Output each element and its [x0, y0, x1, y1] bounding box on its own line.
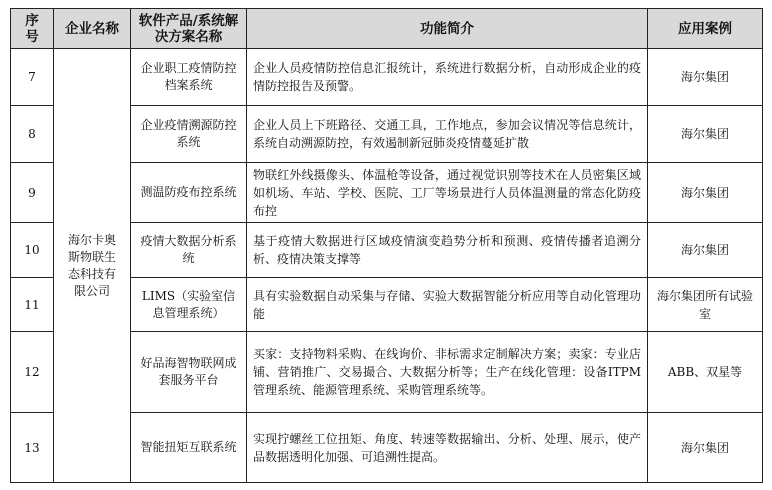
row-number: 11	[11, 278, 54, 332]
header-company: 企业名称	[54, 9, 131, 49]
function-description: 基于疫情大数据进行区域疫情演变趋势分析和预测、疫情传播者追溯分析、疫情决策支撑等	[247, 223, 648, 278]
product-table	[10, 8, 763, 483]
header-product: 软件产品/系统解决方案名称	[131, 9, 247, 49]
function-description: 买家：支持物料采购、在线询价、非标需求定制解决方案；卖家：专业店铺、营销推广、交易撮合、大数据分析等；生产在线化管理：设备ITPM管理系统、能源管理系统、采购管理系统等。	[247, 332, 648, 413]
application-case: 海尔集团	[648, 163, 763, 223]
function-description: 实现拧螺丝工位扭矩、角度、转速等数据输出、分析、处理、展示，使产品数据透明化加强、可追溯性提高。	[247, 413, 648, 483]
product-name: 企业职工疫情防控档案系统	[131, 49, 247, 106]
header-row	[11, 9, 763, 49]
row-number: 12	[11, 332, 54, 413]
product-name: LIMS（实验室信息管理系统）	[131, 278, 247, 332]
application-case: 海尔集团	[648, 223, 763, 278]
company-name: 海尔卡奥斯物联生态科技有限公司	[54, 49, 131, 483]
application-case: 海尔集团	[648, 49, 763, 106]
product-name: 好品海智物联网成套服务平台	[131, 332, 247, 413]
application-case: ABB、双星等	[648, 332, 763, 413]
row-number: 8	[11, 106, 54, 163]
function-description: 具有实验数据自动采集与存储、实验大数据智能分析应用等自动化管理功能	[247, 278, 648, 332]
function-description: 企业人员疫情防控信息汇报统计，系统进行数据分析，自动形成企业的疫情防控报告及预警。	[247, 49, 648, 106]
product-name: 测温防疫布控系统	[131, 163, 247, 223]
header-function: 功能简介	[247, 9, 648, 49]
function-description: 企业人员上下班路径、交通工具，工作地点，参加会议情况等信息统计，系统自动溯源防控，有效遏制新冠肺炎疫情蔓延扩散	[247, 106, 648, 163]
row-number: 13	[11, 413, 54, 483]
table-row	[11, 49, 763, 106]
header-case: 应用案例	[648, 9, 763, 49]
product-name: 智能扭矩互联系统	[131, 413, 247, 483]
row-number: 7	[11, 49, 54, 106]
row-number: 9	[11, 163, 54, 223]
product-name: 疫情大数据分析系统	[131, 223, 247, 278]
function-description: 物联红外线摄像头、体温枪等设备，通过视觉识别等技术在人员密集区域如机场、车站、学校、医院、工厂等场景进行人员体温测量的常态化防疫布控	[247, 163, 648, 223]
row-number: 10	[11, 223, 54, 278]
product-name: 企业疫情溯源防控系统	[131, 106, 247, 163]
application-case: 海尔集团	[648, 106, 763, 163]
application-case: 海尔集团	[648, 413, 763, 483]
header-seq: 序号	[11, 9, 54, 49]
application-case: 海尔集团所有试验室	[648, 278, 763, 332]
